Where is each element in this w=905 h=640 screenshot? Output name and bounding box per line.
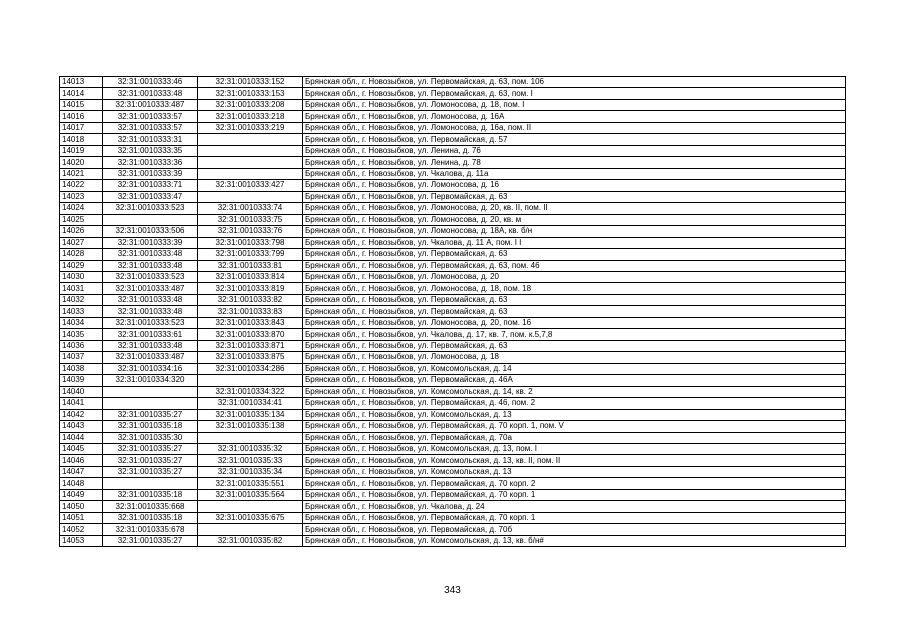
object-cadastral-number-cell bbox=[198, 191, 303, 202]
address-cell: Брянская обл., г. Новозыбков, ул. Ломоносова, д. 16 bbox=[303, 180, 846, 191]
table-row bbox=[60, 524, 846, 535]
address-cell: Брянская обл., г. Новозыбков, ул. Комсомольская, д. 14, кв. 2 bbox=[303, 386, 846, 397]
address-cell: Брянская обл., г. Новозыбков, ул. Первомайская, д. 63 bbox=[303, 294, 846, 305]
row-number-cell: 14050 bbox=[60, 501, 103, 512]
object-cadastral-number-cell: 32:31:0010333:798 bbox=[198, 237, 303, 248]
table-row bbox=[60, 432, 846, 443]
address-cell: Брянская обл., г. Новозыбков, ул. Первомайская, д. 70 корп. 1 bbox=[303, 512, 846, 523]
row-number-cell: 14039 bbox=[60, 375, 103, 386]
row-number-cell: 14028 bbox=[60, 249, 103, 260]
table-row bbox=[60, 249, 846, 260]
address-cell: Брянская обл., г. Новозыбков, ул. Первомайская, д. 63 bbox=[303, 249, 846, 260]
address-cell: Брянская обл., г. Новозыбков, ул. Комсомольская, д. 13 bbox=[303, 409, 846, 420]
row-number-cell: 14053 bbox=[60, 535, 103, 546]
address-cell: Брянская обл., г. Новозыбков, ул. Первомайская, д. 63 bbox=[303, 340, 846, 351]
table-row bbox=[60, 111, 846, 122]
address-cell: Брянская обл., г. Новозыбков, ул. Комсомольская, д. 13 bbox=[303, 466, 846, 477]
table-row bbox=[60, 294, 846, 305]
address-cell: Брянская обл., г. Новозыбков, ул. Чкалова, д. 24 bbox=[303, 501, 846, 512]
row-number-cell: 14029 bbox=[60, 260, 103, 271]
object-cadastral-number-cell: 32:31:0010335:34 bbox=[198, 466, 303, 477]
table-row bbox=[60, 99, 846, 110]
cadastral-number-cell: 32:31:0010335:668 bbox=[103, 501, 198, 512]
object-cadastral-number-cell: 32:31:0010334:322 bbox=[198, 386, 303, 397]
cadastral-number-cell bbox=[103, 398, 198, 409]
table-row bbox=[60, 363, 846, 374]
table-row bbox=[60, 134, 846, 145]
cadastral-number-cell: 32:31:0010334:320 bbox=[103, 375, 198, 386]
object-cadastral-number-cell: 32:31:0010333:76 bbox=[198, 226, 303, 237]
table-row bbox=[60, 455, 846, 466]
object-cadastral-number-cell: 32:31:0010333:75 bbox=[198, 214, 303, 225]
address-cell: Брянская обл., г. Новозыбков, ул. Ломоносова, д. 18, пом. 18 bbox=[303, 283, 846, 294]
row-number-cell: 14036 bbox=[60, 340, 103, 351]
table-row bbox=[60, 77, 846, 88]
row-number-cell: 14026 bbox=[60, 226, 103, 237]
cadastral-number-cell: 32:31:0010333:48 bbox=[103, 294, 198, 305]
row-number-cell: 14014 bbox=[60, 88, 103, 99]
row-number-cell: 14032 bbox=[60, 294, 103, 305]
address-cell: Брянская обл., г. Новозыбков, ул. Первомайская, д. 63 bbox=[303, 306, 846, 317]
address-cell: Брянская обл., г. Новозыбков, ул. Ломоносова, д. 16А bbox=[303, 111, 846, 122]
object-cadastral-number-cell bbox=[198, 134, 303, 145]
cadastral-number-cell: 32:31:0010333:487 bbox=[103, 283, 198, 294]
row-number-cell: 14043 bbox=[60, 421, 103, 432]
object-cadastral-number-cell: 32:31:0010335:551 bbox=[198, 478, 303, 489]
object-cadastral-number-cell bbox=[198, 375, 303, 386]
row-number-cell: 14047 bbox=[60, 466, 103, 477]
table-row bbox=[60, 398, 846, 409]
table-row bbox=[60, 535, 846, 546]
object-cadastral-number-cell: 32:31:0010333:870 bbox=[198, 329, 303, 340]
table-row bbox=[60, 489, 846, 500]
address-cell: Брянская обл., г. Новозыбков, ул. Ломоносова, д. 18А, кв. б/н bbox=[303, 226, 846, 237]
cadastral-number-cell bbox=[103, 478, 198, 489]
cadastral-number-cell: 32:31:0010335:27 bbox=[103, 466, 198, 477]
object-cadastral-number-cell: 32:31:0010333:799 bbox=[198, 249, 303, 260]
address-cell: Брянская обл., г. Новозыбков, ул. Комсомольская, д. 14 bbox=[303, 363, 846, 374]
cadastral-number-cell: 32:31:0010333:506 bbox=[103, 226, 198, 237]
object-cadastral-number-cell bbox=[198, 157, 303, 168]
table-row bbox=[60, 340, 846, 351]
row-number-cell: 14052 bbox=[60, 524, 103, 535]
address-cell: Брянская обл., г. Новозыбков, ул. Первомайская, д. 70 корп. 2 bbox=[303, 478, 846, 489]
object-cadastral-number-cell: 32:31:0010333:153 bbox=[198, 88, 303, 99]
registry-table bbox=[59, 76, 846, 547]
table-row bbox=[60, 306, 846, 317]
row-number-cell: 14044 bbox=[60, 432, 103, 443]
table-row bbox=[60, 237, 846, 248]
object-cadastral-number-cell: 32:31:0010335:33 bbox=[198, 455, 303, 466]
object-cadastral-number-cell: 32:31:0010333:152 bbox=[198, 77, 303, 88]
table-row bbox=[60, 501, 846, 512]
address-cell: Брянская обл., г. Новозыбков, ул. Ломоносова, д. 16а, пом. II bbox=[303, 122, 846, 133]
table-row bbox=[60, 191, 846, 202]
object-cadastral-number-cell bbox=[198, 145, 303, 156]
cadastral-number-cell: 32:31:0010333:47 bbox=[103, 191, 198, 202]
cadastral-number-cell: 32:31:0010333:31 bbox=[103, 134, 198, 145]
object-cadastral-number-cell: 32:31:0010333:82 bbox=[198, 294, 303, 305]
table-row bbox=[60, 203, 846, 214]
object-cadastral-number-cell bbox=[198, 524, 303, 535]
cadastral-number-cell bbox=[103, 386, 198, 397]
cadastral-number-cell: 32:31:0010333:61 bbox=[103, 329, 198, 340]
address-cell: Брянская обл., г. Новозыбков, ул. Комсомольская, д. 13, пом. I bbox=[303, 444, 846, 455]
row-number-cell: 14020 bbox=[60, 157, 103, 168]
table-row bbox=[60, 409, 846, 420]
cadastral-number-cell: 32:31:0010335:27 bbox=[103, 535, 198, 546]
row-number-cell: 14015 bbox=[60, 99, 103, 110]
address-cell: Брянская обл., г. Новозыбков, ул. Комсомольская, д. 13, кв. II, пом. II bbox=[303, 455, 846, 466]
cadastral-number-cell: 32:31:0010333:523 bbox=[103, 203, 198, 214]
table-row bbox=[60, 145, 846, 156]
cadastral-number-cell: 32:31:0010335:18 bbox=[103, 512, 198, 523]
row-number-cell: 14041 bbox=[60, 398, 103, 409]
row-number-cell: 14025 bbox=[60, 214, 103, 225]
object-cadastral-number-cell: 32:31:0010333:219 bbox=[198, 122, 303, 133]
cadastral-number-cell: 32:31:0010335:678 bbox=[103, 524, 198, 535]
object-cadastral-number-cell: 32:31:0010335:675 bbox=[198, 512, 303, 523]
address-cell: Брянская обл., г. Новозыбков, ул. Первомайская, д. 63, пом. 106 bbox=[303, 77, 846, 88]
object-cadastral-number-cell: 32:31:0010333:875 bbox=[198, 352, 303, 363]
row-number-cell: 14016 bbox=[60, 111, 103, 122]
object-cadastral-number-cell: 32:31:0010335:564 bbox=[198, 489, 303, 500]
table-row bbox=[60, 421, 846, 432]
row-number-cell: 14027 bbox=[60, 237, 103, 248]
table-row bbox=[60, 375, 846, 386]
table-row bbox=[60, 271, 846, 282]
table-row bbox=[60, 260, 846, 271]
cadastral-number-cell: 32:31:0010333:57 bbox=[103, 111, 198, 122]
object-cadastral-number-cell bbox=[198, 168, 303, 179]
cadastral-number-cell: 32:31:0010333:48 bbox=[103, 249, 198, 260]
table-row bbox=[60, 317, 846, 328]
row-number-cell: 14042 bbox=[60, 409, 103, 420]
object-cadastral-number-cell: 32:31:0010333:208 bbox=[198, 99, 303, 110]
address-cell: Брянская обл., г. Новозыбков, ул. Чкалова, д. 11а bbox=[303, 168, 846, 179]
table-row bbox=[60, 386, 846, 397]
address-cell: Брянская обл., г. Новозыбков, ул. Ленина, д. 76 bbox=[303, 145, 846, 156]
address-cell: Брянская обл., г. Новозыбков, ул. Первомайская, д. 70б bbox=[303, 524, 846, 535]
cadastral-number-cell: 32:31:0010333:35 bbox=[103, 145, 198, 156]
row-number-cell: 14022 bbox=[60, 180, 103, 191]
object-cadastral-number-cell: 32:31:0010333:427 bbox=[198, 180, 303, 191]
row-number-cell: 14018 bbox=[60, 134, 103, 145]
cadastral-number-cell: 32:31:0010335:27 bbox=[103, 455, 198, 466]
object-cadastral-number-cell: 32:31:0010335:32 bbox=[198, 444, 303, 455]
table-row bbox=[60, 329, 846, 340]
row-number-cell: 14045 bbox=[60, 444, 103, 455]
table-row bbox=[60, 180, 846, 191]
object-cadastral-number-cell bbox=[198, 501, 303, 512]
row-number-cell: 14051 bbox=[60, 512, 103, 523]
table-row bbox=[60, 168, 846, 179]
address-cell: Брянская обл., г. Новозыбков, ул. Ломоносова, д. 18 bbox=[303, 352, 846, 363]
object-cadastral-number-cell: 32:31:0010333:843 bbox=[198, 317, 303, 328]
table-row bbox=[60, 157, 846, 168]
row-number-cell: 14035 bbox=[60, 329, 103, 340]
address-cell: Брянская обл., г. Новозыбков, ул. Первомайская, д. 63, пом. 46 bbox=[303, 260, 846, 271]
address-cell: Брянская обл., г. Новозыбков, ул. Чкалова, д. 17, кв. 7, пом. к.5,7,8 bbox=[303, 329, 846, 340]
row-number-cell: 14048 bbox=[60, 478, 103, 489]
row-number-cell: 14040 bbox=[60, 386, 103, 397]
cadastral-number-cell: 32:31:0010333:523 bbox=[103, 317, 198, 328]
cadastral-number-cell: 32:31:0010335:27 bbox=[103, 444, 198, 455]
row-number-cell: 14033 bbox=[60, 306, 103, 317]
address-cell: Брянская обл., г. Новозыбков, ул. Первомайская, д. 46А bbox=[303, 375, 846, 386]
cadastral-number-cell: 32:31:0010333:487 bbox=[103, 99, 198, 110]
row-number-cell: 14037 bbox=[60, 352, 103, 363]
row-number-cell: 14021 bbox=[60, 168, 103, 179]
object-cadastral-number-cell: 32:31:0010333:819 bbox=[198, 283, 303, 294]
table-row bbox=[60, 478, 846, 489]
cadastral-number-cell: 32:31:0010333:487 bbox=[103, 352, 198, 363]
cadastral-number-cell: 32:31:0010335:18 bbox=[103, 489, 198, 500]
object-cadastral-number-cell: 32:31:0010335:82 bbox=[198, 535, 303, 546]
address-cell: Брянская обл., г. Новозыбков, ул. Комсомольская, д. 13, кв. б/н# bbox=[303, 535, 846, 546]
cadastral-number-cell: 32:31:0010333:48 bbox=[103, 306, 198, 317]
address-cell: Брянская обл., г. Новозыбков, ул. Первомайская, д. 70 корп. 1, пом. V bbox=[303, 421, 846, 432]
object-cadastral-number-cell: 32:31:0010333:218 bbox=[198, 111, 303, 122]
row-number-cell: 14031 bbox=[60, 283, 103, 294]
address-cell: Брянская обл., г. Новозыбков, ул. Первомайская, д. 63, пом. I bbox=[303, 88, 846, 99]
cadastral-number-cell: 32:31:0010333:46 bbox=[103, 77, 198, 88]
cadastral-number-cell: 32:31:0010333:36 bbox=[103, 157, 198, 168]
table-row bbox=[60, 466, 846, 477]
table-row bbox=[60, 352, 846, 363]
object-cadastral-number-cell: 32:31:0010335:134 bbox=[198, 409, 303, 420]
cadastral-number-cell: 32:31:0010335:30 bbox=[103, 432, 198, 443]
page-number: 343 bbox=[444, 585, 461, 596]
cadastral-number-cell: 32:31:0010333:48 bbox=[103, 88, 198, 99]
object-cadastral-number-cell: 32:31:0010333:83 bbox=[198, 306, 303, 317]
object-cadastral-number-cell bbox=[198, 432, 303, 443]
cadastral-number-cell: 32:31:0010334:16 bbox=[103, 363, 198, 374]
object-cadastral-number-cell: 32:31:0010333:871 bbox=[198, 340, 303, 351]
object-cadastral-number-cell: 32:31:0010333:81 bbox=[198, 260, 303, 271]
row-number-cell: 14023 bbox=[60, 191, 103, 202]
address-cell: Брянская обл., г. Новозыбков, ул. Ломоносова, д. 20 bbox=[303, 271, 846, 282]
object-cadastral-number-cell: 32:31:0010335:138 bbox=[198, 421, 303, 432]
cadastral-number-cell: 32:31:0010333:39 bbox=[103, 237, 198, 248]
object-cadastral-number-cell: 32:31:0010334:41 bbox=[198, 398, 303, 409]
cadastral-number-cell: 32:31:0010335:18 bbox=[103, 421, 198, 432]
row-number-cell: 14046 bbox=[60, 455, 103, 466]
address-cell: Брянская обл., г. Новозыбков, ул. Чкалова, д. 11 А, пом. I I bbox=[303, 237, 846, 248]
row-number-cell: 14038 bbox=[60, 363, 103, 374]
table-row bbox=[60, 283, 846, 294]
row-number-cell: 14030 bbox=[60, 271, 103, 282]
cadastral-number-cell: 32:31:0010333:39 bbox=[103, 168, 198, 179]
cadastral-number-cell: 32:31:0010333:71 bbox=[103, 180, 198, 191]
address-cell: Брянская обл., г. Новозыбков, ул. Ломоносова, д. 18, пом. I bbox=[303, 99, 846, 110]
table-row bbox=[60, 88, 846, 99]
address-cell: Брянская обл., г. Новозыбков, ул. Первомайская, д. 63 bbox=[303, 191, 846, 202]
cadastral-number-cell: 32:31:0010333:57 bbox=[103, 122, 198, 133]
address-cell: Брянская обл., г. Новозыбков, ул. Ломоносова, д. 20, кв. м bbox=[303, 214, 846, 225]
row-number-cell: 14013 bbox=[60, 77, 103, 88]
table-row bbox=[60, 214, 846, 225]
cadastral-number-cell: 32:31:0010333:48 bbox=[103, 340, 198, 351]
object-cadastral-number-cell: 32:31:0010333:74 bbox=[198, 203, 303, 214]
row-number-cell: 14024 bbox=[60, 203, 103, 214]
table-row bbox=[60, 122, 846, 133]
row-number-cell: 14017 bbox=[60, 122, 103, 133]
row-number-cell: 14034 bbox=[60, 317, 103, 328]
cadastral-number-cell: 32:31:0010333:48 bbox=[103, 260, 198, 271]
row-number-cell: 14049 bbox=[60, 489, 103, 500]
cadastral-number-cell: 32:31:0010335:27 bbox=[103, 409, 198, 420]
table-row bbox=[60, 444, 846, 455]
address-cell: Брянская обл., г. Новозыбков, ул. Ленина, д. 78 bbox=[303, 157, 846, 168]
address-cell: Брянская обл., г. Новозыбков, ул. Ломоносова, д. 20, кв. II, пом. II bbox=[303, 203, 846, 214]
address-cell: Брянская обл., г. Новозыбков, ул. Ломоносова, д. 20, пом. 16 bbox=[303, 317, 846, 328]
object-cadastral-number-cell: 32:31:0010334:286 bbox=[198, 363, 303, 374]
table-body bbox=[60, 77, 846, 547]
row-number-cell: 14019 bbox=[60, 145, 103, 156]
table-row bbox=[60, 226, 846, 237]
cadastral-number-cell bbox=[103, 214, 198, 225]
address-cell: Брянская обл., г. Новозыбков, ул. Первомайская, д. 57 bbox=[303, 134, 846, 145]
cadastral-number-cell: 32:31:0010333:523 bbox=[103, 271, 198, 282]
table-row bbox=[60, 512, 846, 523]
address-cell: Брянская обл., г. Новозыбков, ул. Первомайская, д. 46, пом. 2 bbox=[303, 398, 846, 409]
address-cell: Брянская обл., г. Новозыбков, ул. Первомайская, д. 70а bbox=[303, 432, 846, 443]
object-cadastral-number-cell: 32:31:0010333:814 bbox=[198, 271, 303, 282]
address-cell: Брянская обл., г. Новозыбков, ул. Первомайская, д. 70 корп. 1 bbox=[303, 489, 846, 500]
